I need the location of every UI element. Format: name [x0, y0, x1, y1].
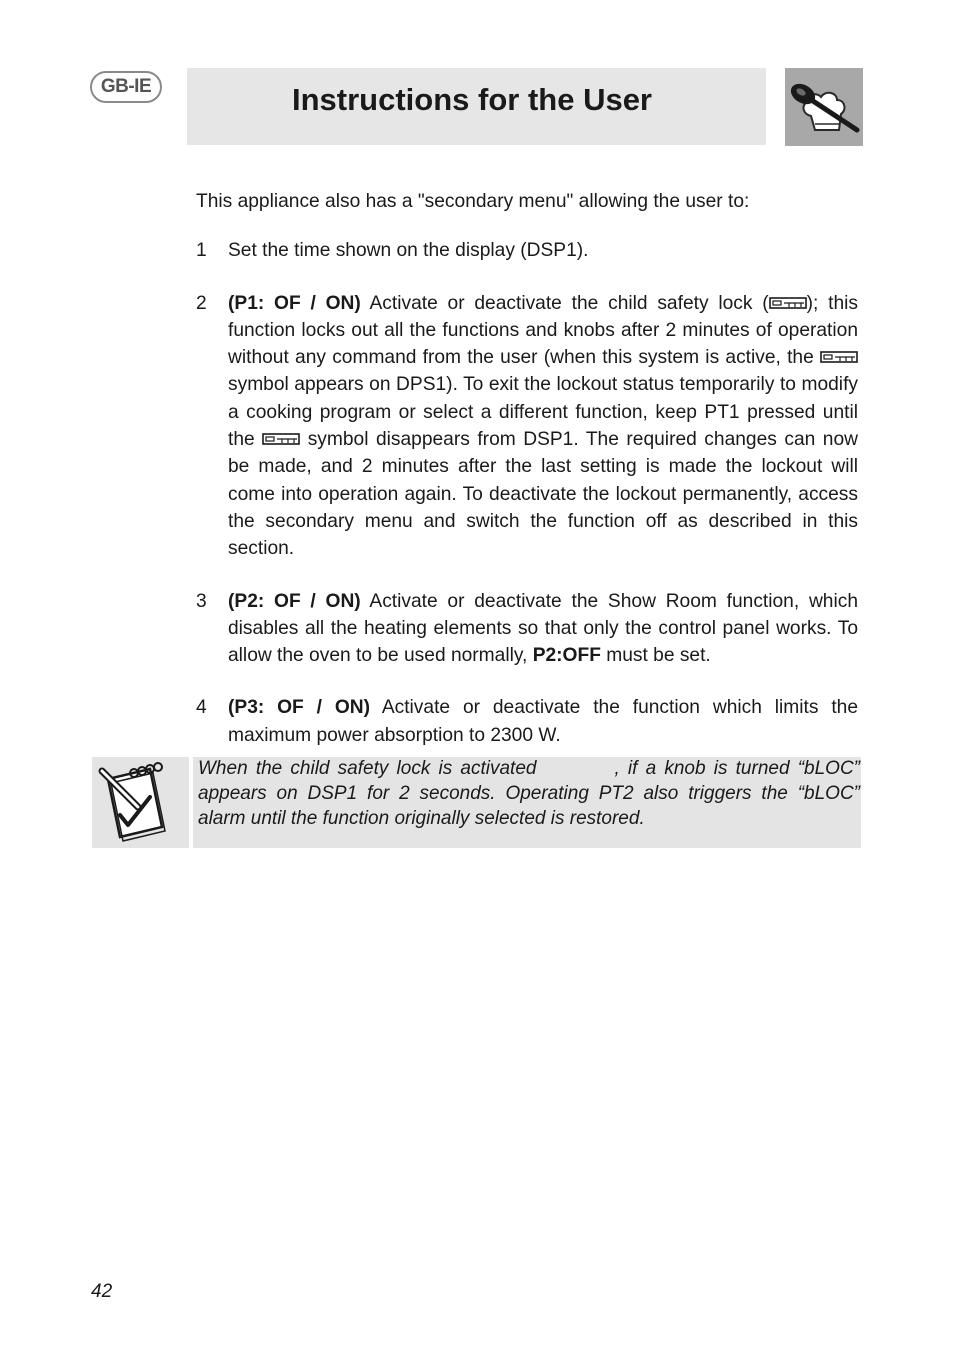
- child-lock-icon: [820, 350, 858, 364]
- text-segment: , if a knob is turned “bLOC” appears on DSP1 for 2 seconds. Operating PT2 also triggers the “bLOC” alarm until the function originally selected is restored.: [198, 758, 860, 829]
- language-badge: GB-IE: [90, 71, 162, 103]
- list-item: [196, 237, 858, 264]
- child-lock-icon: [262, 432, 300, 446]
- text-segment: When the child safety lock is activated: [198, 758, 537, 779]
- page-number: 42: [91, 1281, 113, 1302]
- item-option-label: (P1: OF / ON): [228, 292, 361, 314]
- item-number: 3: [196, 590, 207, 612]
- text-segment: symbol appears on DPS1). To exit the lockout status temporarily to modify a cooking program or select a different function, keep PT1 pressed until the: [228, 374, 858, 451]
- item-number: 1: [196, 240, 207, 262]
- setting-value: P2:OFF: [532, 645, 601, 667]
- text-segment: symbol disappears from DSP1. The required changes can now be made, and 2 minutes after the last setting is made the lockout will come into operation again. To deactivate the lockout permanently, access the secondary menu and switch the function off as described in this section.: [228, 429, 858, 560]
- header-band: [187, 68, 766, 145]
- item-option-label: (P3: OF / ON): [228, 697, 371, 719]
- note-box: [92, 757, 861, 848]
- text-segment: Activate or deactivate the child safety lock (: [360, 292, 769, 314]
- notepad-check-icon: [92, 757, 189, 848]
- page-title: Instructions for the User: [292, 82, 652, 117]
- item-number: 4: [196, 697, 207, 719]
- list-item: [196, 290, 858, 563]
- item-text: [228, 694, 858, 749]
- list-item: [196, 588, 858, 670]
- item-text: Set the time shown on the display (DSP1).: [228, 240, 589, 262]
- text-segment: Activate or deactivate the function which limits the maximum power absorption to 2300 W.: [228, 697, 859, 746]
- child-lock-icon: [769, 296, 807, 310]
- item-number: 2: [196, 292, 207, 314]
- item-option-label: (P2: OF / ON): [228, 590, 361, 612]
- text-segment: ); this function locks out all the functions and knobs after 2 minutes of operation without any command from the user (when this system is active, the: [228, 292, 858, 369]
- chef-hat-spoon-icon: [785, 68, 863, 146]
- text-segment: must be set.: [600, 645, 711, 667]
- note-text-panel: [193, 757, 861, 848]
- text-segment: Activate or deactivate the Show Room function, which disables all the heating elements so that only the control panel works. To allow the oven to be used normally,: [228, 590, 859, 667]
- content-body: [196, 188, 858, 774]
- intro-paragraph: This appliance also has a "secondary menu" allowing the user to:: [196, 191, 750, 212]
- note-text: [198, 756, 860, 831]
- item-text: [228, 588, 858, 670]
- list-item: [196, 694, 858, 749]
- item-text: [228, 290, 858, 563]
